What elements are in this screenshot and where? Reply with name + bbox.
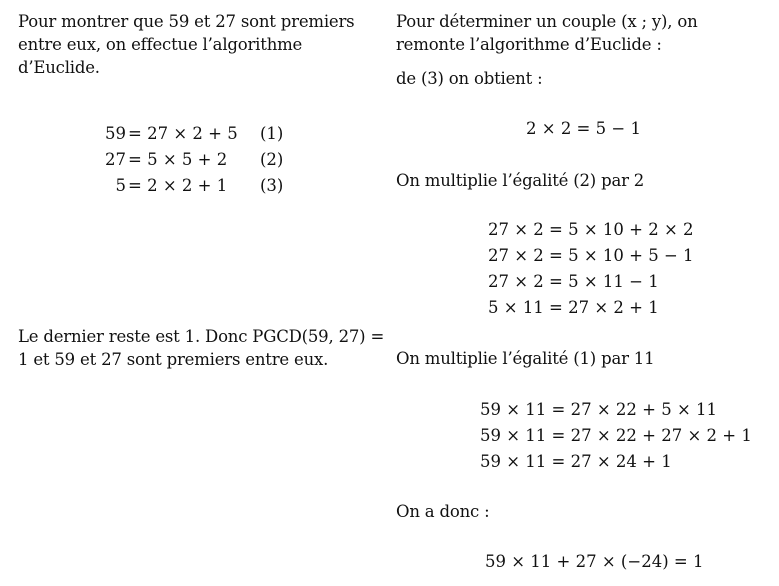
donc-text: On a donc : [396,502,490,521]
system-row-1-rhs: = 27 × 2 + 5 [128,124,238,143]
left-conclusion-paragraph: Le dernier reste est 1. Donc PGCD(59, 27) = 1 et 59 et 27 sont premiers entre eux. [18,327,385,369]
system-row-3-tag: (3) [260,176,284,195]
system-row-2-tag: (2) [260,150,284,169]
left-intro-paragraph: Pour montrer que 59 et 27 sont premiers entre eux, on effectue l’algorithme d’Euclide. [18,12,355,77]
right-intro-paragraph: Pour déterminer un couple (x ; y), on remonte l’algorithme d’Euclide : [396,12,698,54]
multiply-2-text: On multiplie l’égalité (2) par 2 [396,171,645,190]
system-row-2-rhs: = 5 × 5 + 2 [128,150,228,169]
multiply-2-equations [488,217,694,321]
multiply-11-line-1: 59 × 11 = 27 × 22 + 5 × 11 [480,400,718,419]
multiply-2-line-3: 27 × 2 = 5 × 11 − 1 [488,272,659,291]
multiply-11-line-2: 59 × 11 = 27 × 22 + 27 × 2 + 1 [480,426,752,445]
equation-from-3: 2 × 2 = 5 − 1 [526,119,641,138]
multiply-2-line-4: 5 × 11 = 27 × 2 + 1 [488,298,659,317]
from-3-text: de (3) on obtient : [396,69,543,88]
multiply-2-line-2: 27 × 2 = 5 × 10 + 5 − 1 [488,246,694,265]
multiply-11-text: On multiplie l’égalité (1) par 11 [396,349,655,368]
system-row-2-lhs: 27 [105,150,126,169]
system-row-3-lhs: 5 [115,176,126,195]
multiply-2-line-1: 27 × 2 = 5 × 10 + 2 × 2 [488,220,694,239]
system-row-1-lhs: 59 [105,124,126,143]
system-row-1-tag: (1) [260,124,284,143]
multiply-11-equations [480,397,752,475]
final-equation: 59 × 11 + 27 × (−24) = 1 [485,552,704,571]
multiply-11-line-3: 59 × 11 = 27 × 24 + 1 [480,452,672,471]
system-row-3-rhs: = 2 × 2 + 1 [128,176,228,195]
